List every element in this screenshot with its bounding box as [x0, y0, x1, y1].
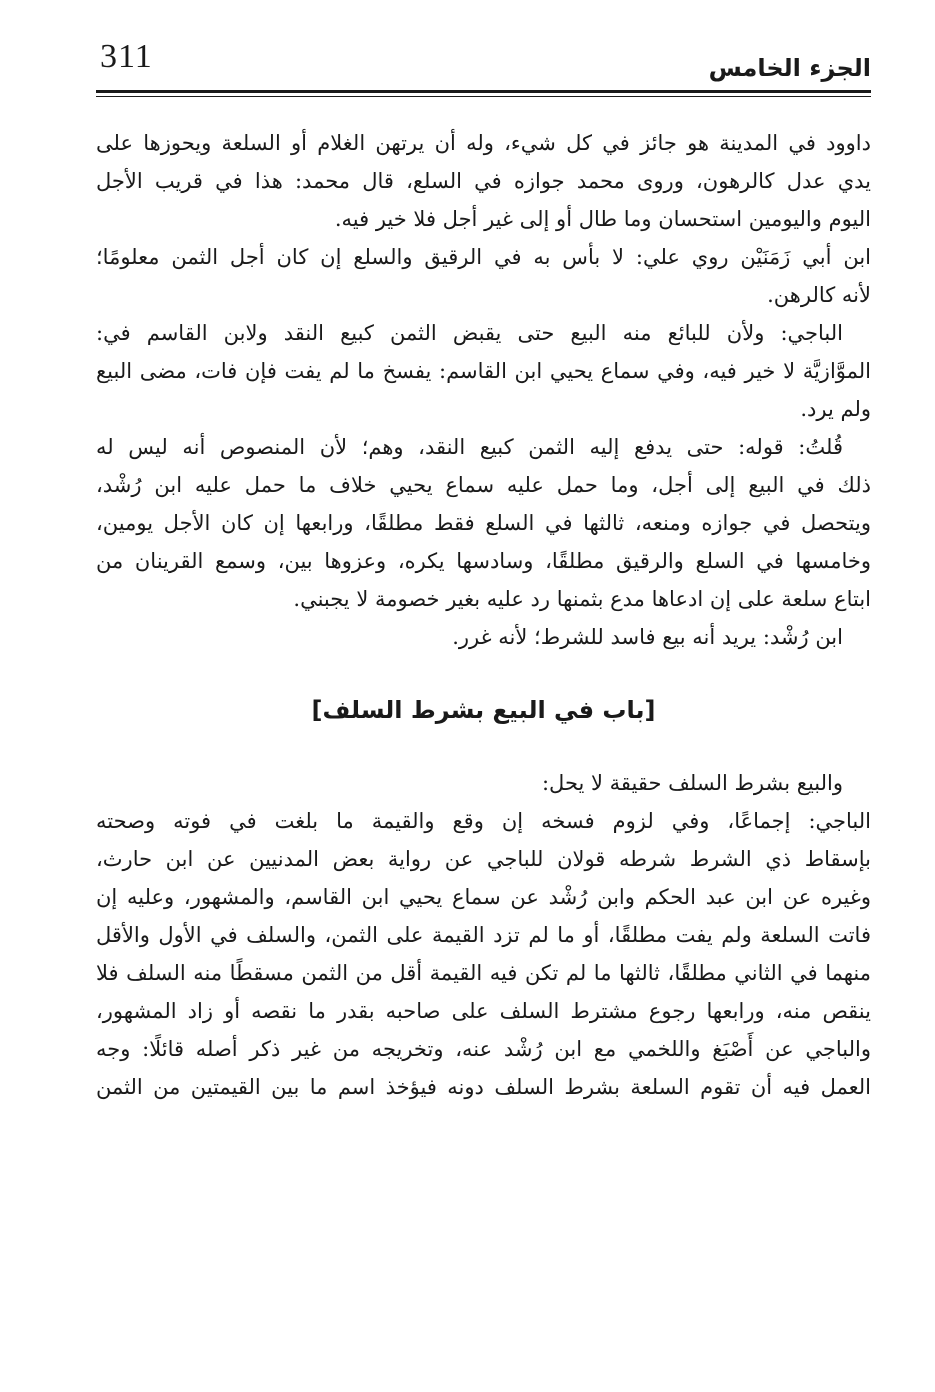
paragraph-2 [96, 238, 871, 314]
text-line: فاتت السلعة ولم يفت مطلقًا، أو ما لم تزد القيمة على الثمن، والسلف في الأول والأقل [96, 923, 871, 947]
text-line: ولم يرد. [800, 397, 871, 421]
page-body [96, 124, 871, 1106]
text-line: ويتحصل في جوازه ومنعه، ثالثها في السلع فقط مطلقًا، ورابعها إن كان الأجل يومين، [96, 511, 871, 535]
running-title: الجزء الخامس [708, 54, 871, 82]
text-line: الموَّازيَّة لا خير فيه، وفي سماع يحيي ابن القاسم: يفسخ ما لم يفت فإن فات، مضى البيع [96, 359, 871, 383]
text-line: ذلك في البيع إلى أجل، وما حمل عليه سماع يحيي خلاف ما حمل عليه ابن رُشْد، [96, 473, 871, 497]
section-heading: [باب في البيع بشرط السلف] [311, 696, 656, 724]
text-line: قُلتُ: قوله: حتى يدفع إليه الثمن كبيع النقد، وهم؛ لأن المنصوص أنه ليس له [96, 435, 843, 459]
page-number: 311 [100, 38, 153, 75]
text-line: منهما في الثاني مطلقًا، ثالثها ما لم تكن فيه القيمة أقل من الثمن مسقطًا منه السلف فلا [96, 961, 871, 985]
header-rule [96, 90, 871, 93]
text-line: ابن رُشْد: يريد أنه بيع فاسد للشرط؛ لأنه غرر. [452, 625, 843, 649]
text-line: وخامسها في السلع والرقيق مطلقًا، وسادسها يكره، وعزوها بين، وسمع القرينان من [96, 549, 871, 573]
page-header [96, 32, 871, 88]
text-line: الباجي: ولأن للبائع منه البيع حتى يقبض الثمن كبيع النقد ولابن القاسم في: [96, 321, 843, 345]
text-line: ابتاع سلعة على إن ادعاها مدع بثمنها رد عليه بغير خصومة لا يجبني. [293, 587, 871, 611]
paragraph-4 [96, 428, 871, 618]
text-line: اليوم واليومين استحسان وما طال أو إلى غير أجل فلا خير فيه. [334, 207, 871, 231]
header-rule-thin [96, 96, 871, 97]
paragraph-1 [96, 124, 871, 238]
paragraph-5 [96, 618, 871, 656]
text-line: يدي عدل كالرهون، وروى محمد جوازه في السلع، قال محمد: هذا في قريب الأجل [96, 169, 871, 193]
text-line: وغيره عن ابن عبد الحكم وابن رُشْد عن سماع يحيي ابن القاسم، والمشهور، وعليه إن [96, 885, 871, 909]
text-line: بإسقاط ذي الشرط شرطه قولان للباجي عن رواية بعض المدنيين عن ابن حارث، [96, 847, 871, 871]
text-line: لأنه كالرهن. [767, 283, 871, 307]
text-line: ينقص منه، ورابعها رجوع مشترط السلف على صاحبه بقدر ما نقصه أو زاد المشهور، [96, 999, 871, 1023]
text-line: داوود في المدينة هو جائز في كل شيء، وله أن يرتهن الغلام أو السلعة ويحوزها على [96, 131, 871, 155]
text-line: العمل فيه أن تقوم السلعة بشرط السلف دونه فيؤخذ اسم ما بين القيمتين من الثمن [96, 1075, 871, 1099]
paragraph-6 [96, 764, 871, 802]
text-line: ابن أبي زَمَنَيْن روي علي: لا بأس به في الرقيق والسلع إن كان أجل الثمن معلومًا؛ [96, 245, 871, 269]
text-line: والبيع بشرط السلف حقيقة لا يحل: [541, 771, 843, 795]
text-line: الباجي: إجماعًا، وفي لزوم فسخه إن وقع والقيمة ما بلغت في فوته وصحته [96, 809, 871, 833]
text-line: والباجي عن أَصْبَغ واللخمي مع ابن رُشْد عنه، وتخريجه من غير ذكر أصله قائلًا: وجه [96, 1037, 871, 1061]
paragraph-3 [96, 314, 871, 428]
paragraph-7 [96, 802, 871, 1106]
